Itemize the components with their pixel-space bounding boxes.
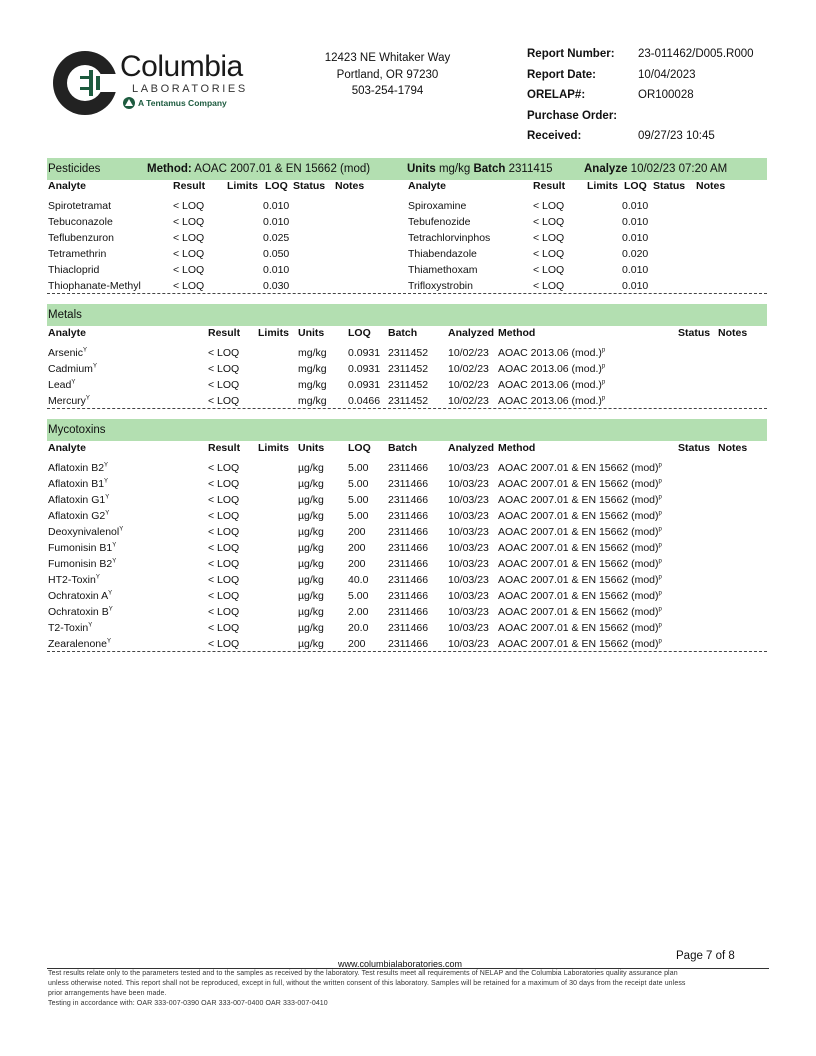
- report-meta: [527, 48, 787, 151]
- analyte-name: [48, 606, 113, 618]
- accreditation-mark: Y: [119, 526, 124, 533]
- analyte-result: < LOQ: [208, 590, 240, 602]
- analyte-result: < LOQ: [533, 248, 565, 260]
- column-header-loq: LOQ: [624, 180, 647, 192]
- analyte-name: [48, 542, 116, 554]
- column-header-analyte: Analyte: [48, 327, 86, 339]
- column-header-notes: Notes: [718, 327, 748, 339]
- analyte-units: µg/kg: [298, 462, 324, 474]
- report-date: 10/04/2023: [638, 68, 696, 81]
- analyte-result: < LOQ: [208, 363, 240, 375]
- column-header-limits: Limits: [258, 327, 289, 339]
- column-header-analyzed: Analyzed: [448, 327, 495, 339]
- analyte-result: < LOQ: [173, 280, 205, 292]
- analyte-loq: 0.010: [622, 280, 649, 292]
- column-header-result: Result: [208, 327, 241, 339]
- analyte-units: µg/kg: [298, 622, 324, 634]
- analyte-loq: 0.0466: [348, 395, 381, 407]
- accreditation-mark: Y: [112, 542, 117, 549]
- column-header-analyzed: Analyzed: [448, 442, 495, 454]
- analyte-label: Mercury: [48, 395, 86, 407]
- analyzed-date: 10/03/23: [448, 606, 489, 618]
- method-text: AOAC 2013.06 (mod.): [498, 395, 602, 407]
- analyte-result: < LOQ: [208, 542, 240, 554]
- analyzed-date: 10/03/23: [448, 510, 489, 522]
- analysis-method: [498, 622, 662, 634]
- analyte-units: mg/kg: [298, 395, 327, 407]
- method-note-mark: p: [601, 347, 606, 354]
- analyte-loq: 0.010: [263, 216, 290, 228]
- analyte-name: [48, 379, 75, 391]
- units-value: mg/kg: [438, 163, 471, 175]
- units-label: Units: [407, 163, 436, 175]
- analyte-result: < LOQ: [533, 280, 565, 292]
- analyte-name: [48, 478, 108, 490]
- analyte-name: Trifloxystrobin: [408, 280, 473, 292]
- analyte-label: Ochratoxin B: [48, 606, 109, 618]
- analyte-result: < LOQ: [208, 574, 240, 586]
- accreditation-mark: Y: [104, 462, 109, 469]
- column-header-limits: Limits: [258, 442, 289, 454]
- analyte-units: µg/kg: [298, 494, 324, 506]
- analyzed-date: 10/02/23: [448, 347, 489, 359]
- analyte-label: Aflatoxin B2: [48, 462, 105, 474]
- method-label: Method:: [147, 163, 192, 175]
- pesticides-section-bar: [47, 158, 767, 180]
- analyte-loq: 5.00: [348, 510, 369, 522]
- column-header-units: Units: [298, 327, 325, 339]
- analyte-result: < LOQ: [208, 478, 240, 490]
- analysis-method: [498, 510, 662, 522]
- analyzed-date: 10/03/23: [448, 622, 489, 634]
- analyte-name: Teflubenzuron: [48, 232, 114, 244]
- analyte-units: µg/kg: [298, 510, 324, 522]
- analyte-label: T2-Toxin: [48, 622, 89, 634]
- analyte-label: HT2-Toxin: [48, 574, 96, 586]
- disclaimer: [48, 969, 768, 1009]
- accreditation-mark: Y: [105, 510, 110, 517]
- analyzed-date: 10/03/23: [448, 478, 489, 490]
- analyte-name: [48, 574, 100, 586]
- disclaimer-line: Test results relate only to the parameters tested and to the samples as received by the laboratory. Test results meet all requirements of NELAP and the Columbia Laboratories quality assurance plan: [48, 970, 678, 977]
- metals-section-bar: [47, 304, 767, 326]
- analyte-name: [48, 590, 112, 602]
- section-divider: [47, 293, 767, 294]
- column-header-limits: Limits: [227, 180, 258, 192]
- method-note-mark: p: [658, 558, 662, 565]
- method-note-mark: p: [658, 590, 662, 597]
- analyte-result: < LOQ: [533, 216, 565, 228]
- analyte-name: [48, 347, 87, 359]
- column-header-batch: Batch: [388, 327, 418, 339]
- analyte-name: [48, 622, 92, 634]
- analyze-label: Analyze: [584, 163, 628, 175]
- analysis-method: [498, 478, 662, 490]
- analyte-result: < LOQ: [173, 200, 205, 212]
- column-header-status: Status: [678, 327, 711, 339]
- analyzed-date: 10/03/23: [448, 638, 489, 650]
- analyte-loq: 0.050: [263, 248, 290, 260]
- batch-label: Batch: [473, 163, 506, 175]
- column-header-method: Method: [498, 442, 536, 454]
- method-value: AOAC 2007.01 & EN 15662 (mod): [194, 163, 371, 175]
- method-note-mark: p: [601, 395, 606, 402]
- accreditation-mark: Y: [105, 494, 110, 501]
- analyte-batch: 2311466: [388, 510, 429, 522]
- received-label: Received:: [527, 130, 582, 142]
- column-header-method: Method: [498, 327, 536, 339]
- analyte-result: < LOQ: [208, 558, 240, 570]
- analyte-loq: 0.010: [622, 200, 649, 212]
- accreditation-mark: Y: [95, 574, 100, 581]
- analyte-units: µg/kg: [298, 574, 324, 586]
- analysis-method: [498, 574, 662, 586]
- method-text: AOAC 2007.01 & EN 15662 (mod): [498, 478, 659, 490]
- analyte-loq: 200: [348, 638, 366, 650]
- analysis-method: [498, 558, 662, 570]
- brand-tagline: A Tentamus Company: [138, 98, 227, 108]
- method-note-mark: p: [601, 363, 606, 370]
- analyte-loq: 200: [348, 542, 366, 554]
- analyte-batch: 2311466: [388, 558, 429, 570]
- analyte-loq: 5.00: [348, 494, 369, 506]
- analyte-label: Ochratoxin A: [48, 590, 109, 602]
- analyte-batch: 2311466: [388, 494, 429, 506]
- method-note-mark: p: [658, 542, 662, 549]
- accreditation-mark: Y: [71, 379, 76, 386]
- analyte-result: < LOQ: [208, 494, 240, 506]
- method-note-mark: p: [658, 462, 662, 469]
- analyte-batch: 2311452: [388, 395, 429, 407]
- column-header-status: Status: [653, 180, 686, 192]
- section-divider: [47, 651, 767, 652]
- analyte-name: Tebuconazole: [48, 216, 113, 228]
- purchase-order-label: Purchase Order:: [527, 109, 618, 122]
- analyte-name: Tetrachlorvinphos: [408, 232, 491, 244]
- analyte-label: Aflatoxin G1: [48, 494, 106, 506]
- method-text: AOAC 2007.01 & EN 15662 (mod): [498, 590, 659, 602]
- column-header-result: Result: [208, 442, 241, 454]
- method-text: AOAC 2007.01 & EN 15662 (mod): [498, 510, 659, 522]
- column-header-batch: Batch: [388, 442, 418, 454]
- analyte-units: µg/kg: [298, 590, 324, 602]
- orelap-number: OR100028: [638, 89, 694, 101]
- analyte-label: Arsenic: [48, 347, 84, 359]
- analyte-label: Fumonisin B2: [48, 558, 113, 570]
- analyte-loq: 5.00: [348, 590, 369, 602]
- analyte-label: Zearalenone: [48, 638, 107, 650]
- analyte-units: µg/kg: [298, 558, 324, 570]
- analyte-loq: 0.010: [622, 264, 649, 276]
- analyte-batch: 2311466: [388, 478, 429, 490]
- analysis-method: [498, 494, 662, 506]
- analyte-label: Cadmium: [48, 363, 93, 375]
- method-note-mark: p: [658, 638, 662, 645]
- column-header-analyte: Analyte: [408, 180, 446, 192]
- analyte-name: Spiroxamine: [408, 200, 467, 212]
- section-divider: [47, 408, 767, 409]
- analyzed-date: 10/03/23: [448, 526, 489, 538]
- analyte-batch: 2311466: [388, 606, 429, 618]
- analyzed-date: 10/03/23: [448, 590, 489, 602]
- method-note-mark: p: [601, 379, 606, 386]
- method-text: AOAC 2007.01 & EN 15662 (mod): [498, 542, 659, 554]
- analyzed-date: 10/03/23: [448, 542, 489, 554]
- columbia-logo-icon: [50, 48, 120, 118]
- analyzed-date: 10/03/23: [448, 494, 489, 506]
- analyte-result: < LOQ: [208, 638, 240, 650]
- analyte-batch: 2311466: [388, 462, 429, 474]
- section-title: Mycotoxins: [48, 424, 106, 436]
- analyte-loq: 0.020: [622, 248, 649, 260]
- footer-url[interactable]: www.columbialaboratories.com: [338, 959, 463, 969]
- mycotoxins-section-bar: [47, 419, 767, 441]
- analyte-result: < LOQ: [173, 264, 205, 276]
- analyte-batch: 2311466: [388, 590, 429, 602]
- analyte-units: µg/kg: [298, 542, 324, 554]
- accreditation-mark: Y: [92, 363, 97, 370]
- method-text: AOAC 2007.01 & EN 15662 (mod): [498, 494, 659, 506]
- accreditation-mark: Y: [108, 606, 113, 613]
- address-phone: 503-254-1794: [351, 85, 424, 97]
- analyte-loq: 0.010: [263, 264, 290, 276]
- analyzed-date: 10/03/23: [448, 462, 489, 474]
- analyte-batch: 2311466: [388, 574, 429, 586]
- method-note-mark: p: [658, 494, 662, 501]
- column-header-analyte: Analyte: [48, 442, 86, 454]
- analyte-batch: 2311466: [388, 542, 429, 554]
- analysis-method: [498, 395, 605, 407]
- analyte-loq: 40.0: [348, 574, 369, 586]
- orelap-label: ORELAP#:: [527, 89, 586, 101]
- received-date: 09/27/23 10:45: [638, 130, 715, 142]
- analyzed-date: 10/02/23: [448, 363, 489, 375]
- tentamus-icon: [122, 96, 136, 110]
- section-title: Pesticides: [48, 163, 101, 175]
- column-header-loq: LOQ: [348, 442, 371, 454]
- analyte-name: Thiabendazole: [408, 248, 477, 260]
- page-number: Page 7 of 8: [676, 950, 735, 962]
- method-text: AOAC 2007.01 & EN 15662 (mod): [498, 526, 659, 538]
- analyte-units: mg/kg: [298, 379, 327, 391]
- accreditation-mark: Y: [106, 638, 111, 645]
- analysis-method: [498, 462, 662, 474]
- analyte-batch: 2311452: [388, 379, 429, 391]
- report-number: 23-011462/D005.R000: [638, 48, 754, 60]
- column-header-loq: LOQ: [348, 327, 371, 339]
- analyte-result: < LOQ: [208, 347, 240, 359]
- analyte-result: < LOQ: [173, 248, 205, 260]
- analyte-label: Aflatoxin G2: [48, 510, 106, 522]
- method-note-mark: p: [658, 510, 662, 517]
- column-header-notes: Notes: [335, 180, 365, 192]
- analyte-loq: 0.010: [263, 200, 290, 212]
- analyte-result: < LOQ: [173, 232, 205, 244]
- analyte-loq: 200: [348, 558, 366, 570]
- column-header-units: Units: [298, 442, 325, 454]
- analyte-batch: 2311466: [388, 622, 429, 634]
- brand-name: Columbia: [120, 50, 243, 83]
- analyte-label: Fumonisin B1: [48, 542, 113, 554]
- analyte-units: µg/kg: [298, 478, 324, 490]
- analyte-name: [48, 526, 123, 538]
- analyte-name: Spirotetramat: [48, 200, 112, 212]
- method-text: AOAC 2007.01 & EN 15662 (mod): [498, 462, 659, 474]
- analyzed-date: 10/02/23: [448, 395, 489, 407]
- analyte-result: < LOQ: [208, 462, 240, 474]
- brand-subtitle: LABORATORIES: [132, 83, 248, 95]
- analyte-result: < LOQ: [208, 510, 240, 522]
- analyte-name: [48, 462, 108, 474]
- method-text: AOAC 2007.01 & EN 15662 (mod): [498, 638, 659, 650]
- method-text: AOAC 2007.01 & EN 15662 (mod): [498, 558, 659, 570]
- analyte-result: < LOQ: [533, 232, 565, 244]
- column-header-result: Result: [173, 180, 206, 192]
- analyte-label: Lead: [48, 379, 72, 391]
- analysis-method: [498, 379, 605, 391]
- analyte-result: < LOQ: [173, 216, 205, 228]
- analyte-label: Deoxynivalenol: [48, 526, 120, 538]
- method-text: AOAC 2007.01 & EN 15662 (mod): [498, 622, 659, 634]
- analysis-method: [498, 363, 605, 375]
- analyte-result: < LOQ: [208, 526, 240, 538]
- analysis-method: [498, 347, 605, 359]
- analyte-loq: 0.030: [263, 280, 290, 292]
- analyte-loq: 0.010: [622, 232, 649, 244]
- method-text: AOAC 2007.01 & EN 15662 (mod): [498, 574, 659, 586]
- analyte-name: Thiophanate-Methyl: [48, 280, 141, 292]
- lab-address: [300, 50, 475, 100]
- address-line: Portland, OR 97230: [336, 68, 439, 81]
- column-header-analyte: Analyte: [48, 180, 86, 192]
- method-note-mark: p: [658, 574, 662, 581]
- report-date-label: Report Date:: [527, 68, 597, 81]
- company-logo: [50, 48, 260, 120]
- analyte-loq: 20.0: [348, 622, 369, 634]
- accreditation-mark: Y: [83, 347, 88, 354]
- analyte-batch: 2311466: [388, 638, 429, 650]
- analyte-batch: 2311452: [388, 363, 429, 375]
- column-header-notes: Notes: [718, 442, 748, 454]
- analyte-loq: 200: [348, 526, 366, 538]
- analysis-method: [498, 606, 662, 618]
- analyte-batch: 2311466: [388, 526, 429, 538]
- analyte-loq: 0.0931: [348, 347, 381, 359]
- analyte-result: < LOQ: [208, 379, 240, 391]
- analyte-name: [48, 363, 97, 375]
- analyze-value: 10/02/23 07:20 AM: [630, 163, 728, 175]
- analysis-method: [498, 590, 662, 602]
- column-header-notes: Notes: [696, 180, 726, 192]
- analyte-name: [48, 395, 90, 407]
- analyte-name: [48, 494, 109, 506]
- analyte-units: µg/kg: [298, 526, 324, 538]
- analyte-name: Thiacloprid: [48, 264, 100, 276]
- column-header-status: Status: [678, 442, 711, 454]
- analyte-name: Tebufenozide: [408, 216, 471, 228]
- analyte-name: Tetramethrin: [48, 248, 107, 260]
- analysis-method: [498, 542, 662, 554]
- method-text: AOAC 2007.01 & EN 15662 (mod): [498, 606, 659, 618]
- analyte-units: mg/kg: [298, 347, 327, 359]
- analyte-name: [48, 638, 111, 650]
- disclaimer-line: unless otherwise noted. This report shall not be reproduced, except in full, without the written consent of this laboratory. Samples will be retained for a maximum of 30 days from the receipt date unless: [48, 980, 686, 987]
- address-line: 12423 NE Whitaker Way: [324, 52, 451, 64]
- analyte-loq: 5.00: [348, 462, 369, 474]
- column-header-limits: Limits: [587, 180, 618, 192]
- analyte-result: < LOQ: [208, 606, 240, 618]
- analyte-loq: 0.0931: [348, 379, 381, 391]
- analyte-loq: 2.00: [348, 606, 369, 618]
- analyte-name: [48, 510, 109, 522]
- analyte-label: Aflatoxin B1: [48, 478, 105, 490]
- analyte-loq: 0.010: [622, 216, 649, 228]
- analyte-result: < LOQ: [533, 264, 565, 276]
- analyte-result: < LOQ: [533, 200, 565, 212]
- accreditation-mark: Y: [88, 622, 93, 629]
- analyte-loq: 0.025: [263, 232, 290, 244]
- accreditation-mark: Y: [108, 590, 113, 597]
- method-text: AOAC 2013.06 (mod.): [498, 379, 602, 391]
- analyte-loq: 0.0931: [348, 363, 381, 375]
- method-text: AOAC 2013.06 (mod.): [498, 363, 602, 375]
- analyte-result: < LOQ: [208, 622, 240, 634]
- disclaimer-line: Testing in accordance with: OAR 333-007-0390 OAR 333-007-0400 OAR 333-007-0410: [48, 1000, 328, 1007]
- analyzed-date: 10/03/23: [448, 558, 489, 570]
- analysis-method: [498, 526, 662, 538]
- batch-value: 2311415: [508, 163, 553, 175]
- analyte-units: mg/kg: [298, 363, 327, 375]
- analyzed-date: 10/02/23: [448, 379, 489, 391]
- column-header-result: Result: [533, 180, 566, 192]
- accreditation-mark: Y: [104, 478, 109, 485]
- section-title: Metals: [48, 309, 82, 321]
- analysis-method: [498, 638, 662, 650]
- accreditation-mark: Y: [112, 558, 117, 565]
- method-text: AOAC 2013.06 (mod.): [498, 347, 602, 359]
- method-note-mark: p: [658, 478, 662, 485]
- method-note-mark: p: [658, 622, 662, 629]
- report-number-label: Report Number:: [527, 48, 615, 60]
- method-note-mark: p: [658, 606, 662, 613]
- analyte-name: [48, 558, 116, 570]
- method-note-mark: p: [658, 526, 662, 533]
- analyte-units: µg/kg: [298, 638, 324, 650]
- analyzed-date: 10/03/23: [448, 574, 489, 586]
- accreditation-mark: Y: [85, 395, 90, 402]
- column-header-status: Status: [293, 180, 326, 192]
- column-header-loq: LOQ: [265, 180, 288, 192]
- analyte-units: µg/kg: [298, 606, 324, 618]
- analyte-result: < LOQ: [208, 395, 240, 407]
- analyte-batch: 2311452: [388, 347, 429, 359]
- analyte-loq: 5.00: [348, 478, 369, 490]
- disclaimer-line: prior arrangements have been made.: [48, 990, 167, 997]
- analyte-name: Thiamethoxam: [408, 264, 478, 276]
